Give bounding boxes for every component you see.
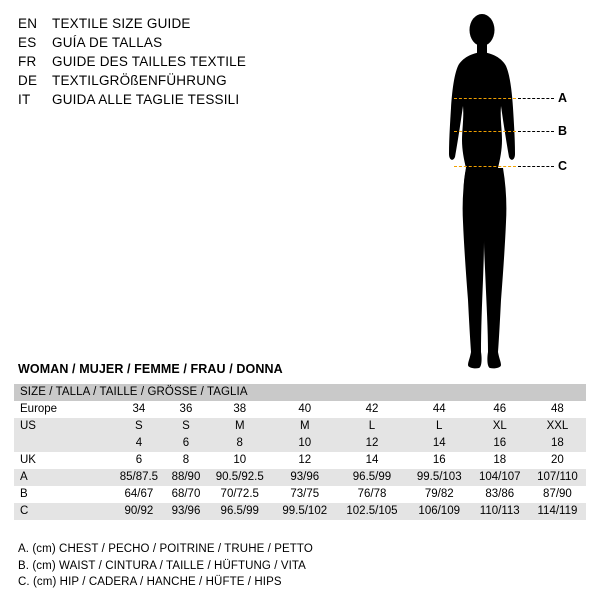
cell: 4 bbox=[135, 437, 143, 449]
cell: 70/72.5 bbox=[220, 488, 259, 500]
cell: 20 bbox=[551, 454, 564, 466]
measure-line-c-accent bbox=[454, 166, 516, 167]
cell: 110/113 bbox=[479, 505, 520, 517]
cell: 18 bbox=[551, 437, 564, 449]
language-code: DE bbox=[18, 73, 38, 88]
measure-line-a-accent bbox=[454, 98, 516, 99]
cell: 96.5/99 bbox=[220, 505, 259, 517]
language-title: TEXTILE SIZE GUIDE bbox=[52, 16, 191, 31]
cell: 46 bbox=[493, 403, 507, 415]
language-row bbox=[18, 71, 318, 90]
language-row bbox=[18, 90, 318, 109]
cell: 12 bbox=[298, 454, 312, 466]
cell: 99.5/102 bbox=[282, 505, 328, 517]
table-header-label: SIZE / TALLA / TAILLE / GRÖSSE / TAGLIA bbox=[20, 386, 248, 398]
cell: 96.5/99 bbox=[352, 471, 392, 483]
measure-label-a: A bbox=[558, 91, 568, 105]
language-title: GUIDA ALLE TAGLIE TESSILI bbox=[52, 92, 240, 107]
table-header-row bbox=[14, 384, 586, 401]
cell: 73/75 bbox=[290, 488, 320, 500]
legend-row-a: A. (cm) CHEST / PECHO / POITRINE / TRUHE / PETTO bbox=[18, 543, 313, 555]
row-label: UK bbox=[20, 454, 36, 466]
table-row bbox=[14, 469, 586, 486]
cell: 42 bbox=[365, 403, 379, 415]
cell: 107/110 bbox=[537, 471, 578, 483]
language-title-list bbox=[18, 14, 318, 109]
measure-line-b-extension bbox=[518, 131, 554, 132]
table-row bbox=[14, 503, 586, 520]
measurement-legend bbox=[18, 541, 578, 591]
cell: 8 bbox=[182, 454, 190, 466]
cell: 85/87.5 bbox=[119, 471, 159, 483]
cell: 6 bbox=[135, 454, 143, 466]
cell: 93/96 bbox=[171, 505, 201, 517]
cell: M bbox=[299, 420, 310, 432]
measure-label-c: C bbox=[558, 159, 568, 173]
size-table bbox=[14, 384, 586, 520]
cell: 40 bbox=[298, 403, 312, 415]
table-row bbox=[14, 401, 586, 418]
cell: 83/86 bbox=[485, 488, 515, 500]
row-label: A bbox=[20, 471, 28, 483]
cell: 10 bbox=[233, 454, 247, 466]
cell: 48 bbox=[551, 403, 564, 415]
cell: L bbox=[368, 420, 376, 432]
cell: S bbox=[182, 420, 190, 432]
body-figure bbox=[430, 8, 590, 373]
language-row bbox=[18, 14, 318, 33]
measure-line-c-extension bbox=[518, 166, 554, 167]
legend-row-c: C. (cm) HIP / CADERA / HANCHE / HÜFTE / HIPS bbox=[18, 576, 282, 588]
language-row bbox=[18, 52, 318, 71]
row-label: US bbox=[20, 420, 36, 432]
cell: S bbox=[135, 420, 143, 432]
table-row bbox=[14, 435, 586, 452]
language-row bbox=[18, 33, 318, 52]
table-caption: WOMAN / MUJER / FEMME / FRAU / DONNA bbox=[18, 362, 283, 376]
cell: 88/90 bbox=[171, 471, 201, 483]
cell: M bbox=[234, 420, 245, 432]
cell: 10 bbox=[298, 437, 312, 449]
language-code: ES bbox=[18, 35, 37, 50]
cell: 79/82 bbox=[424, 488, 454, 500]
language-code: FR bbox=[18, 54, 37, 69]
cell: 104/107 bbox=[478, 471, 521, 483]
cell: 68/70 bbox=[171, 488, 201, 500]
cell: 34 bbox=[132, 403, 146, 415]
table-row bbox=[14, 452, 586, 469]
table-row bbox=[14, 486, 586, 503]
cell: 38 bbox=[233, 403, 247, 415]
cell: 90.5/92.5 bbox=[215, 471, 264, 483]
row-label: C bbox=[20, 505, 29, 517]
legend-row-b: B. (cm) WAIST / CINTURA / TAILLE / HÜFTUNG / VITA bbox=[18, 559, 306, 572]
language-code: IT bbox=[18, 92, 31, 107]
cell: 8 bbox=[236, 437, 243, 449]
cell: 18 bbox=[493, 454, 507, 466]
row-label bbox=[14, 435, 112, 452]
cell: 14 bbox=[432, 437, 446, 449]
cell: 99.5/103 bbox=[416, 471, 462, 483]
cell: XL bbox=[492, 420, 507, 432]
language-title: TEXTILGRÖßENFÜHRUNG bbox=[52, 73, 227, 88]
cell: 36 bbox=[179, 403, 193, 415]
cell: 44 bbox=[432, 403, 446, 415]
cell: 102.5/105 bbox=[346, 505, 398, 517]
cell: 93/96 bbox=[290, 471, 320, 483]
table-row bbox=[14, 418, 586, 435]
cell: 90/92 bbox=[124, 505, 154, 517]
language-code: EN bbox=[18, 16, 38, 31]
cell: 16 bbox=[432, 454, 446, 466]
cell: 16 bbox=[493, 437, 507, 449]
measure-label-b: B bbox=[558, 124, 568, 138]
language-title: GUIDE DES TAILLES TEXTILE bbox=[52, 54, 247, 69]
cell: 87/90 bbox=[543, 488, 572, 500]
cell: 76/78 bbox=[357, 488, 387, 500]
row-label: Europe bbox=[20, 403, 58, 415]
cell: 64/67 bbox=[124, 488, 154, 500]
cell: XXL bbox=[546, 420, 569, 432]
cell: 6 bbox=[182, 437, 190, 449]
cell: L bbox=[436, 420, 443, 432]
cell: 106/109 bbox=[418, 505, 460, 517]
female-silhouette-icon bbox=[430, 8, 590, 373]
measure-line-b-accent bbox=[454, 131, 516, 132]
cell: 114/119 bbox=[537, 505, 578, 517]
row-label: B bbox=[20, 488, 28, 500]
cell: 14 bbox=[365, 454, 379, 466]
measure-line-a-extension bbox=[518, 98, 554, 99]
language-title: GUÍA DE TALLAS bbox=[52, 35, 163, 50]
cell: 12 bbox=[365, 437, 379, 449]
